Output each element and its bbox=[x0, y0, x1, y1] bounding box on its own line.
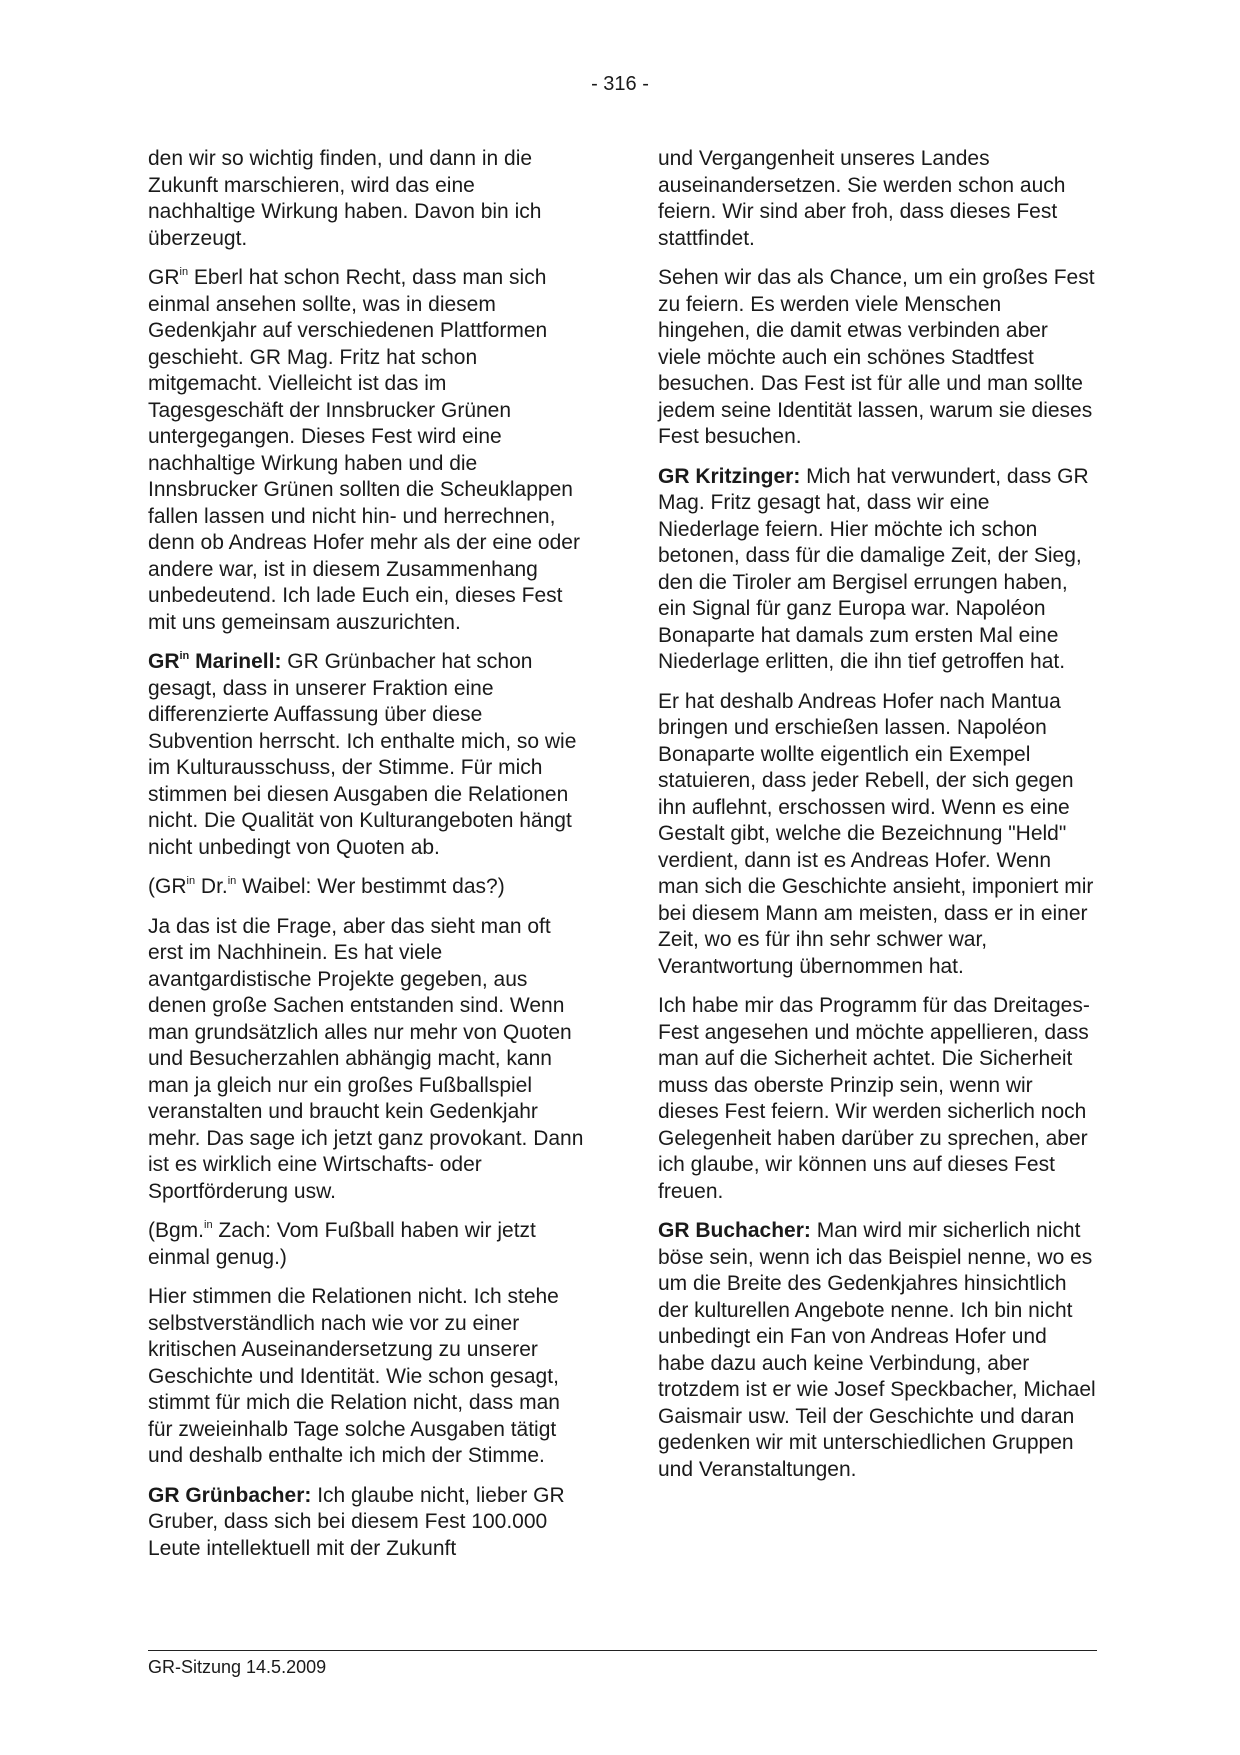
page-number: - 316 - bbox=[591, 73, 649, 95]
footer-divider bbox=[148, 1650, 1097, 1651]
speaker-paragraph bbox=[148, 1483, 586, 1563]
superscript: in bbox=[227, 875, 237, 887]
speaker-paragraph bbox=[658, 464, 1096, 676]
superscript: in bbox=[179, 650, 190, 662]
paragraph: Sehen wir das als Chance, um ein großes Fest zu feiern. Es werden viele Menschen hingehen, die damit etwas verbinden aber viele möchte auch ein schönes Stadtfest besuchen. Das Fest ist für alle und man sollte jedem seine Identität lassen, warum sie dieses Fest besuchen. bbox=[658, 266, 1095, 448]
speaker-title: GR bbox=[148, 266, 180, 289]
paragraph: und Vergangenheit unseres Landes auseinandersetzen. Sie werden schon auch feiern. Wir sind aber froh, dass dieses Fest stattfindet. bbox=[658, 147, 1066, 250]
interjection: ($GR^{in}$ Dr.$^{in}$ Waibel: Wer bestimmt das?) bbox=[148, 875, 505, 898]
speaker-name: GR Kritzinger: bbox=[658, 464, 801, 488]
paragraph-text: Ich glaube nicht, lieber GR Gruber, dass sich bei diesem Fest 100.000 Leute intellektuell mit der Zukunft bbox=[148, 1483, 565, 1560]
paragraph-text: GR Grünbacher hat schon gesagt, dass in unserer Fraktion eine differenzierte Auffassung über diese Subvention herrscht. Ich enthalte mich, so wie im Kulturausschuss, der Stimme. Für mich stimmen bei diesen Ausgaben die Relationen nicht. Die Qualität von Kulturangeboten hängt nicht unbedingt von Quoten ab. bbox=[148, 650, 577, 859]
speaker-paragraph bbox=[148, 649, 586, 861]
speaker-paragraph bbox=[658, 1218, 1096, 1483]
speaker-name: $GR^{in}$ Marinell: bbox=[148, 650, 282, 673]
paragraph bbox=[148, 265, 586, 636]
paragraph: Ja das ist die Frage, aber das sieht man oft erst im Nachhinein. Es hat viele avantgardistische Projekte gegeben, aus denen große Sachen entstanden sind. Wenn man grundsätzlich alles nur mehr von Quoten und Besucherzahlen abhängig macht, kann man ja gleich nur ein großes Fußballspiel veranstalten und braucht kein Gedenkjahr mehr. Das sage ich jetzt ganz provokant. Dann ist es wirklich eine Wirtschafts- oder Sportförderung usw. bbox=[148, 914, 584, 1203]
superscript: in bbox=[204, 1219, 213, 1231]
superscript: in bbox=[179, 266, 189, 278]
paragraph: den wir so wichtig finden, und dann in die Zukunft marschieren, wird das eine nachhaltige Wirkung haben. Davon bin ich überzeugt. bbox=[148, 147, 542, 250]
speaker-name: GR Grünbacher: bbox=[148, 1483, 312, 1507]
speaker-name: GR Buchacher: bbox=[658, 1219, 811, 1242]
paragraph: Er hat deshalb Andreas Hofer nach Mantua bringen und erschießen lassen. Napoléon Bonaparte wollte eigentlich ein Exempel statuieren, dass jeder Rebell, der sich gegen ihn auflehnt, erschossen wird. Wenn es eine Gestalt gibt, welche die Bezeichnung "Held" verdient, dann ist es Andreas Hofer. Wenn man sich die Geschichte ansieht, imponiert mir bei diesem Mann am meisten, dass er in einer Zeit, wo es für ihn sehr schwer war, Verantwortung übernommen hat. bbox=[658, 689, 1094, 978]
paragraph-text: Mich hat verwundert, dass GR Mag. Fritz gesagt hat, dass wir eine Niederlage feiern. Hier möchte ich schon betonen, dass für die damalige Zeit, der Sieg, den die Tiroler am Bergisel errungen haben, ein Signal für ganz Europa war. Napoléon Bonaparte hat damals zum ersten Mal eine Niederlage erlitten, die ihn tief getroffen hat. bbox=[658, 464, 1089, 673]
left-column bbox=[148, 146, 586, 1575]
paragraph: Hier stimmen die Relationen nicht. Ich stehe selbstverständlich nach wie vor zu einer kritischen Auseinandersetzung zu unserer Geschichte und Identität. Wie schon gesagt, stimmt für mich die Relation nicht, dass man für zweieinhalb Tage solche Ausgaben tätigt und deshalb enthalte ich mich der Stimme. bbox=[148, 1285, 560, 1467]
footer-text: GR-Sitzung 14.5.2009 bbox=[148, 1657, 327, 1677]
right-column bbox=[658, 146, 1096, 1496]
paragraph-text: Man wird mir sicherlich nicht böse sein, wenn ich das Beispiel nenne, wo es um die Breite des Gedenkjahres hinsichtlich der kulturellen Angebote nenne. Ich bin nicht unbedingt ein Fan von Andreas Hofer und habe dazu auch keine Verbindung, aber trotzdem ist er wie Josef Speckbacher, Michael Gaismair usw. Teil der Geschichte und daran gedenken wir mit unterschiedlichen Gruppen und Veranstaltungen. bbox=[658, 1219, 1096, 1481]
superscript: in bbox=[186, 875, 196, 887]
interjection: (Bgm.$^{in}$ Zach: Vom Fußball haben wir jetzt einmal genug.) bbox=[148, 1219, 536, 1269]
paragraph: Ich habe mir das Programm für das Dreitages-Fest angesehen und möchte appellieren, dass man auf die Sicherheit achtet. Die Sicherheit muss das oberste Prinzip sein, wenn wir dieses Fest feiern. Wir werden sicherlich noch Gelegenheit haben darüber zu sprechen, aber ich glaube, wir können uns auf dieses Fest freuen. bbox=[658, 994, 1090, 1203]
paragraph-text: Eberl hat schon Recht, dass man sich einmal ansehen sollte, was in diesem Gedenkjahr auf verschiedenen Plattformen geschieht. GR Mag. Fritz hat schon mitgemacht. Vielleicht ist das im Tagesgeschäft der Innsbrucker Grünen untergegangen. Dieses Fest wird eine nachhaltige Wirkung haben und die Innsbrucker Grünen sollten die Scheuklappen fallen lassen und nicht hin- und herrechnen, denn ob Andreas Hofer mehr als der eine oder andere war, ist in diesem Zusammenhang unbedeutend. Ich lade Euch ein, dieses Fest mit uns gemeinsam auszurichten. bbox=[148, 266, 580, 634]
